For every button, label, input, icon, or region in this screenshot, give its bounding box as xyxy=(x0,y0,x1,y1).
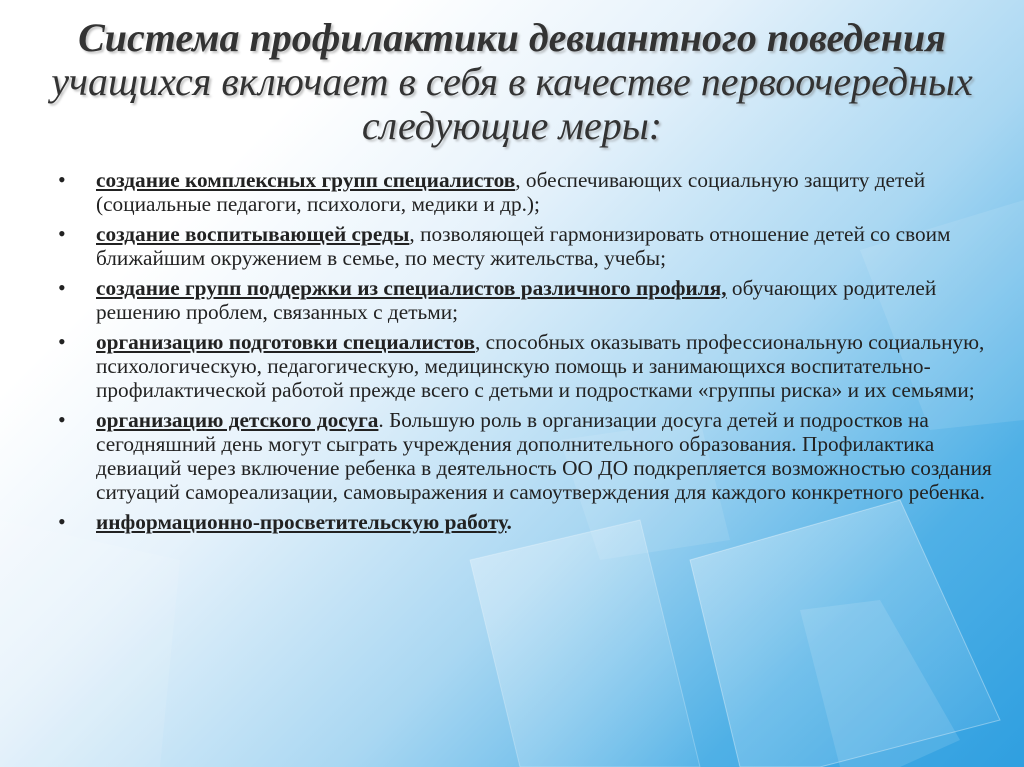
list-item xyxy=(58,510,998,534)
item-text: обучающих родителей решению проблем, связанных с детьми; xyxy=(96,276,937,324)
title-line-3: следующие меры: xyxy=(361,103,663,148)
item-lead: создание воспитывающей среды xyxy=(96,222,410,246)
list-item xyxy=(58,408,998,504)
item-text: , обеспечивающих социальную защиту детей (социальные педагоги, психологи, медики и др.); xyxy=(96,168,926,216)
list-item xyxy=(58,168,998,216)
slide-title xyxy=(20,16,1004,148)
item-lead: создание групп поддержки из специалистов различного профиля, xyxy=(96,276,727,300)
bullet-icon: • xyxy=(58,221,66,246)
item-lead: создание комплексных групп специалистов xyxy=(96,168,516,192)
bullet-icon: • xyxy=(58,167,66,192)
item-text: . xyxy=(506,510,512,534)
item-lead: организацию детского досуга xyxy=(96,408,379,432)
bullet-icon: • xyxy=(58,509,66,534)
bullet-icon: • xyxy=(58,407,66,432)
item-text: . Большую роль в организации досуга детей и подростков на сегодняшний день могут сыграть учреждения дополнительного образования. Профилактика девиаций через включение ребенка в деятельность ОО ДО подкрепляется возможностью создания ситуаций самореализации, самовыражения и самоутверждения для каждого конкретного ребенка. xyxy=(96,408,992,504)
list-item xyxy=(58,276,998,324)
title-line-1: Система профилактики девиантного поведения xyxy=(78,15,946,60)
list-item xyxy=(58,222,998,270)
item-lead: информационно-просветительскую работу xyxy=(96,510,507,534)
title-line-2: учащихся включает в себя в качестве первоочередных xyxy=(51,59,973,104)
item-text: , способных оказывать профессиональную социальную, психологическую, педагогическую, медицинскую помощь и занимающихся воспитательно-профилактической работой прежде всего с детьми и подростками «группы риска» и их семьями; xyxy=(96,330,985,402)
bullet-icon: • xyxy=(58,329,66,354)
measures-list xyxy=(58,168,998,540)
item-text: , позволяющей гармонизировать отношение детей со своим ближайшим окружением в семье, по месту жительства, учебы; xyxy=(96,222,951,270)
bullet-icon: • xyxy=(58,275,66,300)
item-lead: организацию подготовки специалистов xyxy=(96,330,475,354)
list-item xyxy=(58,330,998,402)
